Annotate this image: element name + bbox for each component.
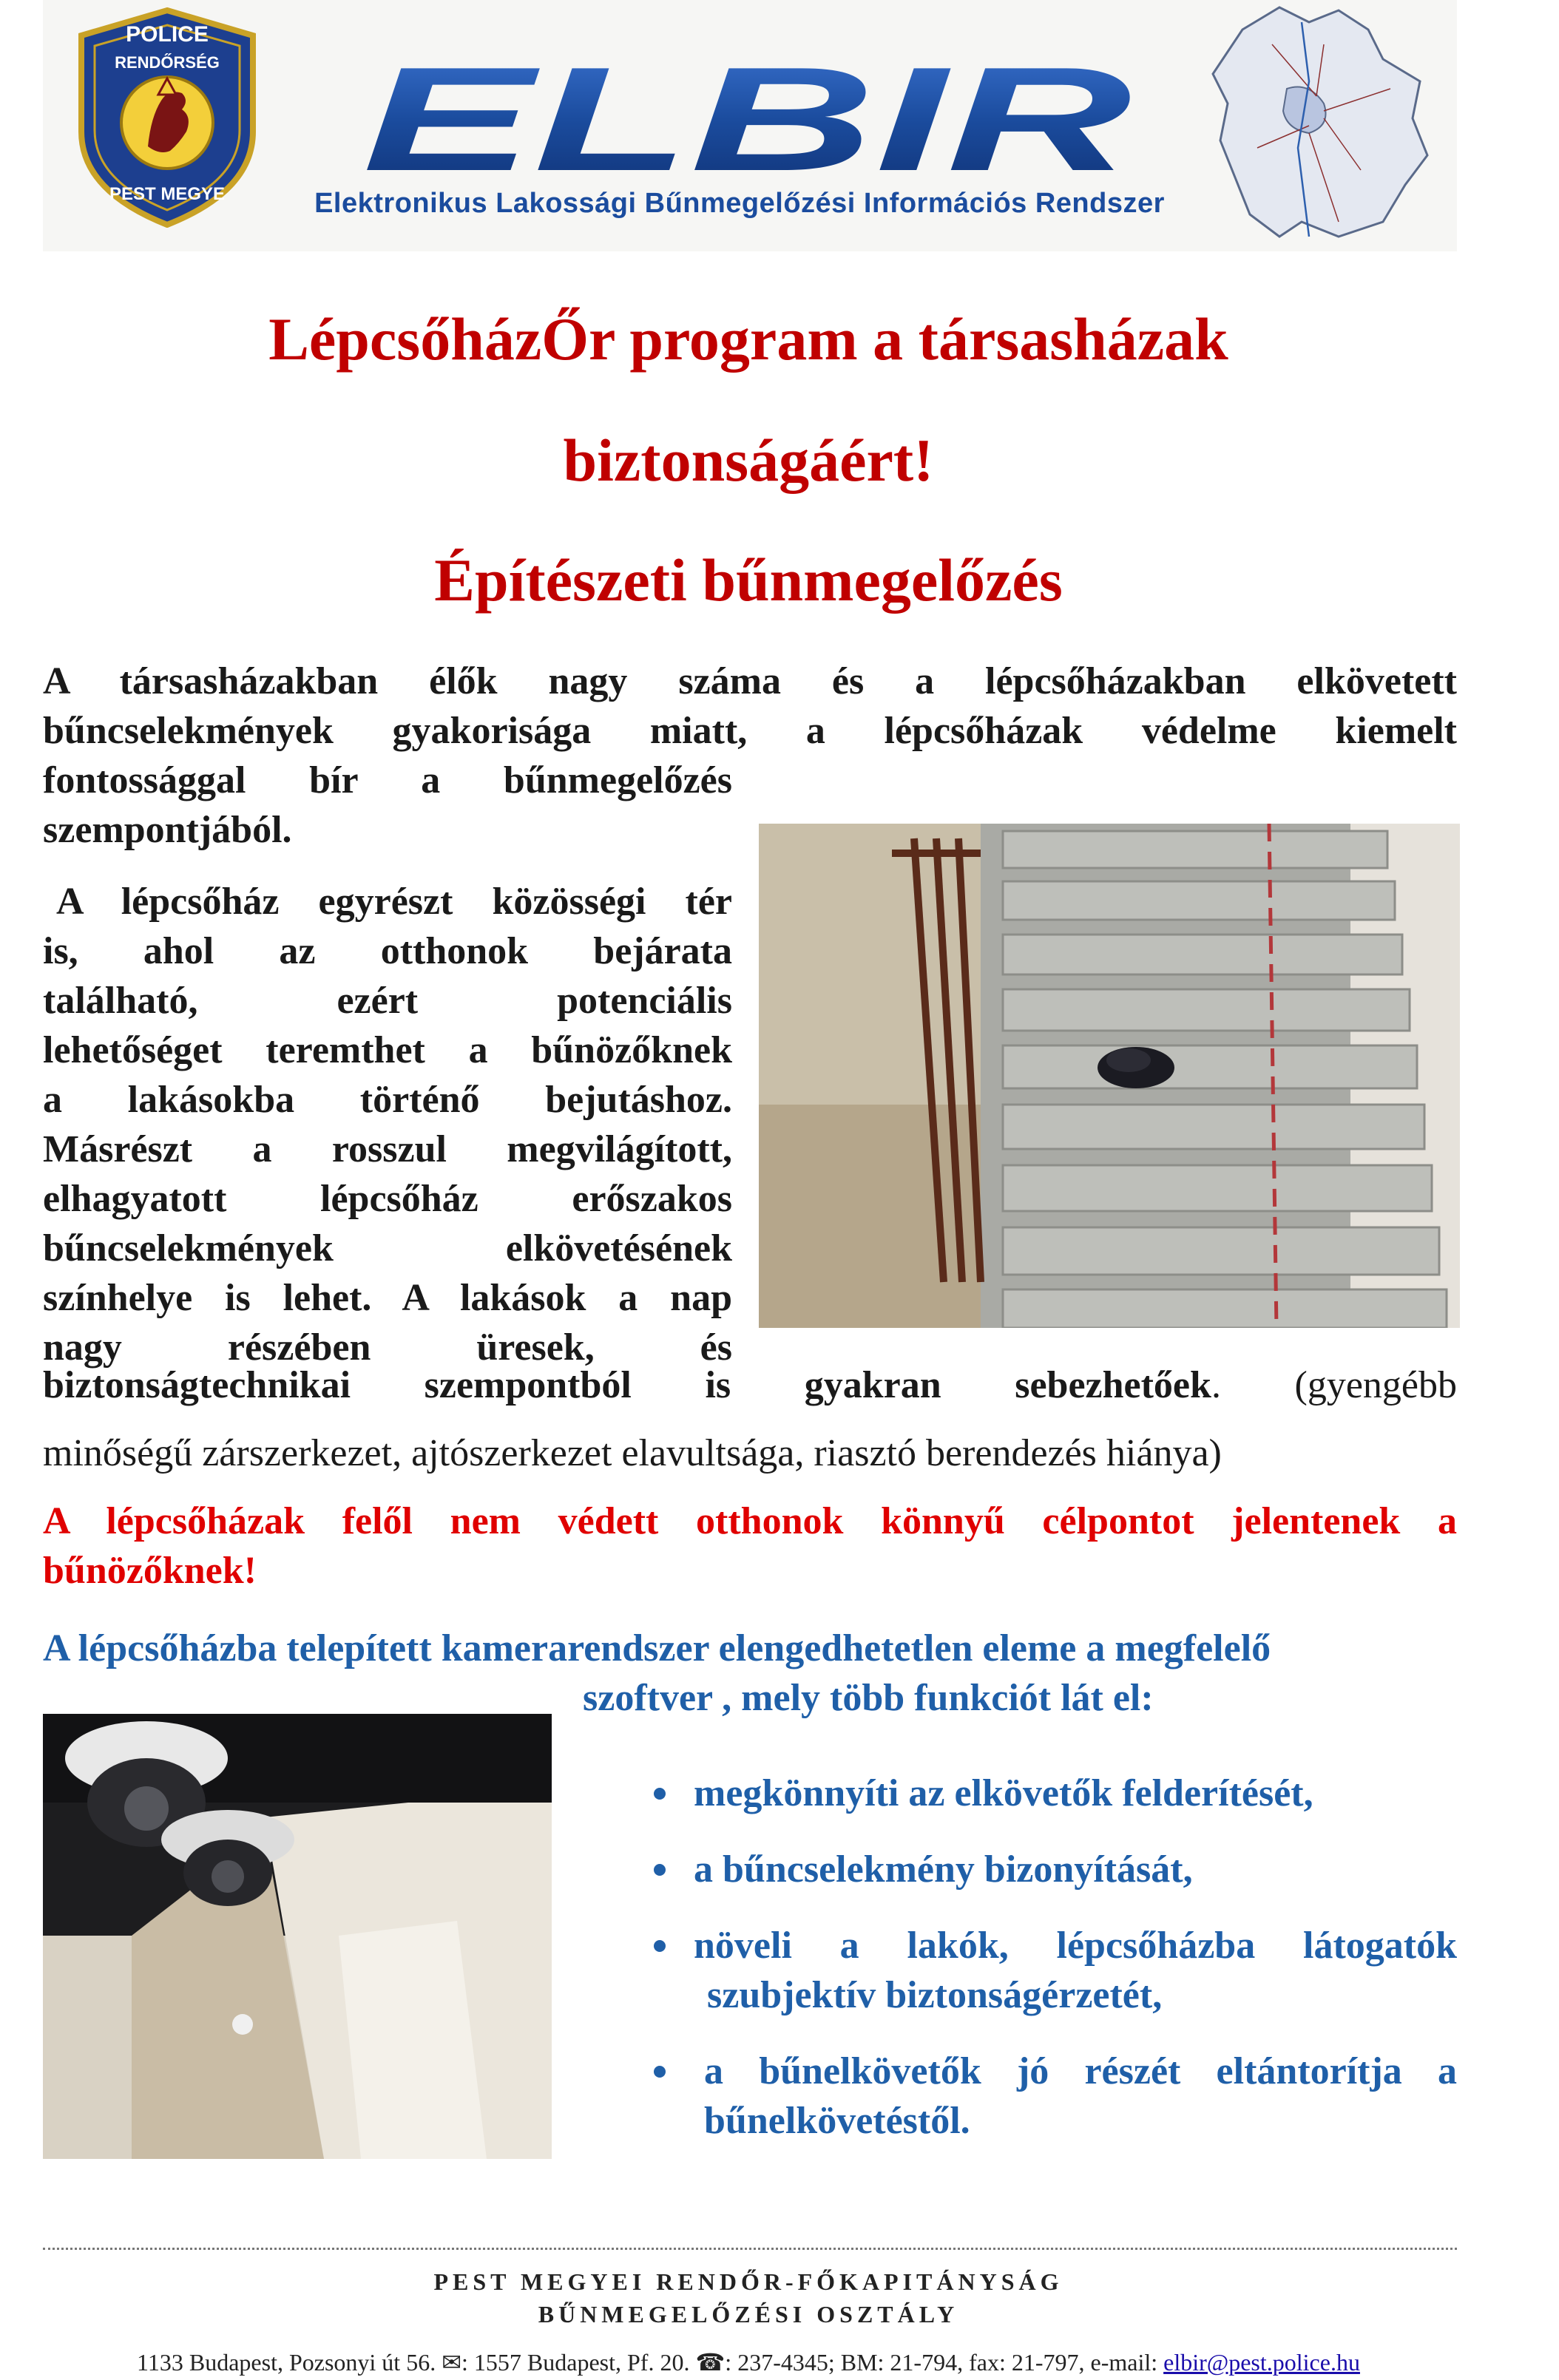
text-line: Másrészt a rosszul megvilágított,: [43, 1128, 732, 1170]
plain-text: . (gyengébb: [1211, 1364, 1457, 1406]
stairwell-paragraph-end: minőségű zárszerkezet, ajtószerkezet elavultsága, riasztó berendezés hiánya): [43, 1432, 1222, 1474]
warning-line: bűnözőknek!: [43, 1550, 257, 1592]
list-item: [651, 1769, 1457, 1818]
bullet-icon: [654, 2066, 666, 2078]
list-item-text: a bűnelkövetők jó részét eltántorítja a: [704, 2050, 1457, 2092]
list-item-text: bűnelkövetéstől.: [704, 2100, 970, 2142]
footer-email-link[interactable]: elbir@pest.police.hu: [1163, 2349, 1360, 2376]
bullet-icon: [654, 1864, 666, 1876]
stairwell-paragraph: [43, 877, 732, 1372]
footer-org-name: PEST MEGYEI RENDŐR-FŐKAPITÁNYSÁG: [433, 2268, 1063, 2295]
intro-paragraph-narrow: [43, 756, 732, 855]
text-line: A társasházakban élők nagy száma és a lépcsőházakban elkövetett: [43, 660, 1457, 702]
list-item-text: megkönnyíti az elkövetők felderítését,: [694, 1772, 1313, 1814]
logo-word: ELBIR: [362, 46, 1132, 186]
text-line: nagy részében üresek, és: [43, 1326, 732, 1369]
page-subtitle: Építészeti bűnmegelőzés: [434, 546, 1063, 614]
text-line: bűncselekmények gyakorisága miatt, a lépcsőházak védelme kiemelt: [43, 710, 1457, 752]
logo-subtitle: Elektronikus Lakossági Bűnmegelőzési Információs Rendszer: [314, 188, 1165, 219]
text-line: elhagyatott lépcsőház erőszakos: [43, 1178, 732, 1220]
seal-text-top: POLICE: [126, 22, 209, 47]
stairwell-paragraph-tail: [43, 1360, 1457, 1410]
envelope-icon: ✉: [442, 2349, 461, 2376]
list-item-text: növeli a lakók, lépcsőházba látogatók: [694, 1925, 1457, 1967]
list-item: [651, 2047, 1457, 2146]
bullet-icon: [654, 1788, 666, 1800]
list-item-text: a bűncselekmény bizonyítását,: [694, 1848, 1193, 1891]
text-line: szempontjából.: [43, 809, 292, 851]
footer-phone: : 237-4345; BM: 21-794, fax: 21-797, e-mail:: [725, 2349, 1164, 2376]
police-seal-logo: [71, 6, 263, 228]
text-line: [43, 1360, 1457, 1410]
warning-line: A lépcsőházak felől nem védett otthonok könnyű célpontot jelentenek a: [43, 1500, 1457, 1542]
page-title-line2: biztonságáért!: [563, 427, 934, 494]
footer-address: 1133 Budapest, Pozsonyi út 56.: [137, 2349, 442, 2376]
seal-text-bottom: PEST MEGYE: [109, 184, 226, 204]
pest-county-map-icon: [1198, 0, 1442, 251]
text-line: is, ahol az otthonok bejárata: [43, 930, 732, 972]
bold-text: biztonságtechnikai szempontból is gyakran sebezhetőek: [43, 1364, 1211, 1406]
camera-intro-line: szoftver , mely több funkciót lát el:: [583, 1677, 1154, 1719]
footer-postal: : 1557 Budapest, Pf. 20.: [461, 2349, 696, 2376]
text-line: fontossággal bír a bűnmegelőzés: [43, 759, 732, 801]
intro-paragraph-wide: [43, 657, 1457, 756]
footer-department: BŰNMEGELŐZÉSI OSZTÁLY: [538, 2301, 959, 2328]
text-line: színhelye is lehet. A lakások a nap: [43, 1277, 732, 1319]
warning-text: [43, 1496, 1457, 1596]
text-line: található, ezért potenciális: [43, 980, 732, 1022]
feature-list: [651, 1769, 1457, 2172]
text-line: a lakásokba történő bejutáshoz.: [43, 1079, 732, 1121]
text-line: bűncselekmények elkövetésének: [43, 1227, 732, 1269]
text-line: lehetőséget teremthet a bűnözőknek: [43, 1029, 732, 1071]
security-camera-photo: [43, 1714, 552, 2159]
list-item-text: szubjektív biztonságérzetét,: [707, 1974, 1163, 2016]
seal-text-mid: RENDŐRSÉG: [115, 53, 220, 72]
text-line: A lépcsőház egyrészt közösségi tér: [56, 881, 732, 923]
page-title-line1: LépcsőházŐr program a társasházak: [268, 305, 1228, 373]
stairwell-photo: [759, 824, 1460, 1328]
list-item: [651, 1845, 1457, 1894]
bullet-icon: [654, 1940, 666, 1952]
telephone-icon: ☎: [695, 2349, 726, 2376]
elbir-logo-wordmark: [355, 46, 1139, 186]
footer-divider: [43, 2248, 1457, 2250]
list-item: [651, 1921, 1457, 2020]
camera-intro-line: A lépcsőházba telepített kamerarendszer elengedhetetlen eleme a megfelelő: [43, 1627, 1271, 1669]
camera-intro-text: [43, 1624, 1457, 1723]
footer-contact: [0, 2348, 1497, 2376]
